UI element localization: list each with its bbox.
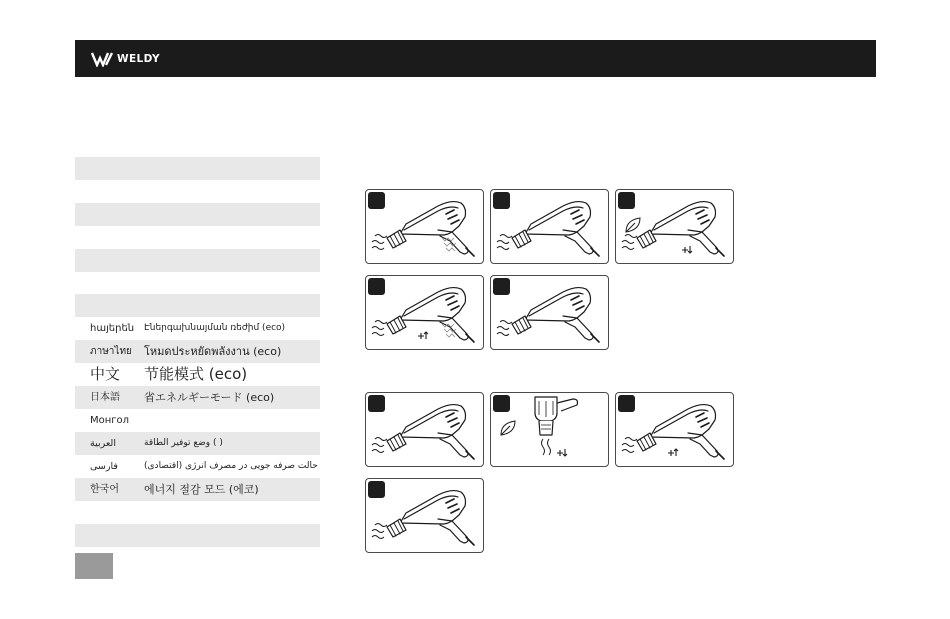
figure-panel bbox=[615, 392, 734, 467]
lang-name: 中文 bbox=[90, 365, 121, 383]
heat-gun-illustration-icon bbox=[491, 276, 608, 349]
lang-row-japanese bbox=[75, 386, 320, 409]
lang-row-thai bbox=[75, 340, 320, 363]
lang-text: Էներգախնայման ռեժիմ (eco) bbox=[144, 323, 286, 333]
heat-gun-illustration-icon bbox=[366, 393, 483, 466]
figure-panel bbox=[365, 392, 484, 467]
heat-gun-illustration-icon bbox=[366, 479, 483, 552]
lang-row bbox=[75, 524, 320, 547]
lang-name: ภาษาไทย bbox=[90, 346, 132, 357]
page-tab bbox=[75, 553, 113, 579]
brand-logo bbox=[91, 51, 160, 67]
header-bar bbox=[75, 40, 876, 77]
lang-row-armenian bbox=[75, 317, 320, 340]
figure-panel bbox=[490, 392, 609, 467]
figure-panel bbox=[615, 189, 734, 264]
brand-name: WELDY bbox=[117, 53, 161, 65]
figure-panel bbox=[365, 275, 484, 350]
lang-name: العربية bbox=[90, 438, 116, 449]
lang-name: 日本語 bbox=[90, 392, 120, 403]
lang-row-korean bbox=[75, 478, 320, 501]
lang-row bbox=[75, 249, 320, 272]
figure-panel bbox=[490, 189, 609, 264]
heat-gun-illustration-icon bbox=[366, 276, 483, 349]
lang-text: وضع توفير الطاقة ( ) bbox=[144, 438, 223, 448]
lang-row bbox=[75, 294, 320, 317]
heat-gun-illustration-icon bbox=[616, 393, 733, 466]
lang-name: Монгол bbox=[90, 415, 130, 426]
weldy-logo-icon bbox=[91, 51, 115, 67]
lang-text: โหมดประหยัดพลังงาน (eco) bbox=[144, 345, 282, 358]
lang-text: 省エネルギーモード (eco) bbox=[144, 391, 275, 404]
figure-panel bbox=[490, 275, 609, 350]
lang-row-chinese bbox=[75, 363, 320, 386]
lang-row-arabic bbox=[75, 432, 320, 455]
figure-panel bbox=[365, 189, 484, 264]
heat-gun-illustration-icon bbox=[491, 190, 608, 263]
heat-gun-illustration-icon bbox=[491, 393, 608, 466]
lang-row-persian bbox=[75, 455, 320, 478]
lang-name: հայերեն bbox=[90, 323, 135, 334]
figure-panel bbox=[365, 478, 484, 553]
lang-text: 节能模式 (eco) bbox=[144, 365, 248, 383]
lang-name: 한국어 bbox=[90, 484, 119, 495]
lang-text: حالت صرفه جویی در مصرف انرژی (اقتصادی) bbox=[144, 461, 318, 471]
lang-row-mongolian bbox=[75, 409, 320, 432]
lang-name: فارسی bbox=[90, 461, 118, 472]
lang-text: 에너지 절감 모드 (에코) bbox=[144, 483, 259, 496]
heat-gun-illustration-icon bbox=[616, 190, 733, 263]
heat-gun-illustration-icon bbox=[366, 190, 483, 263]
lang-row bbox=[75, 157, 320, 180]
lang-row bbox=[75, 203, 320, 226]
